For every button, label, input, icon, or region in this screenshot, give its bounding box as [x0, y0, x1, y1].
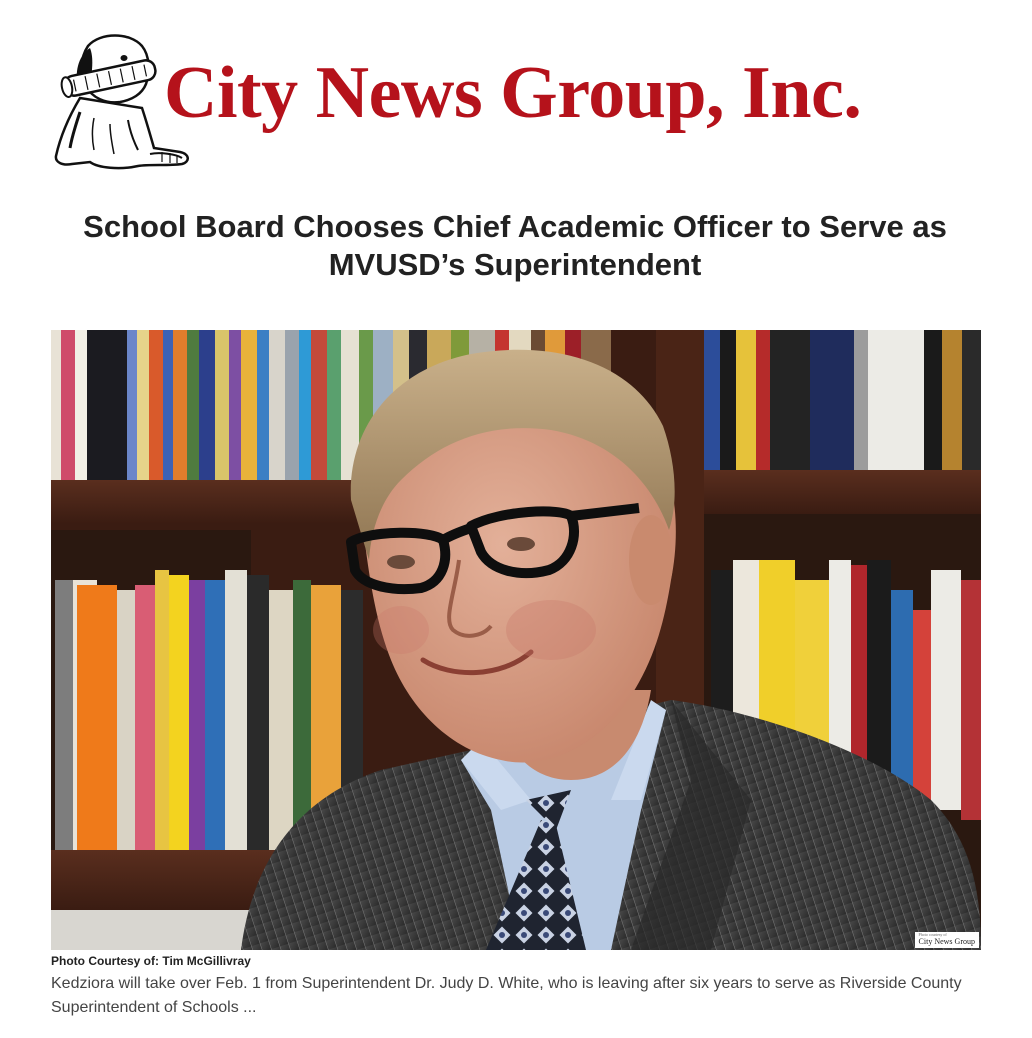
photo-watermark [915, 932, 979, 948]
article-title[interactable]: School Board Chooses Chief Academic Officer to Serve as MVUSD’s Superintendent [83, 209, 947, 282]
watermark-small-text: Photo courtesy of [918, 932, 947, 937]
watermark-text: City News Group [918, 937, 975, 946]
article-excerpt: Kedziora will take over Feb. 1 from Superintendent Dr. Judy D. White, who is leaving after six years to serve as Riverside County Superintendent of Schools ... [51, 975, 962, 1016]
article-photo[interactable] [51, 330, 981, 950]
site-header [50, 28, 980, 176]
brand-logo-text[interactable]: City News Group, Inc. [164, 52, 862, 134]
photo-credit: Photo Courtesy of: Tim McGillivray [51, 954, 251, 968]
portrait-image [51, 330, 981, 950]
